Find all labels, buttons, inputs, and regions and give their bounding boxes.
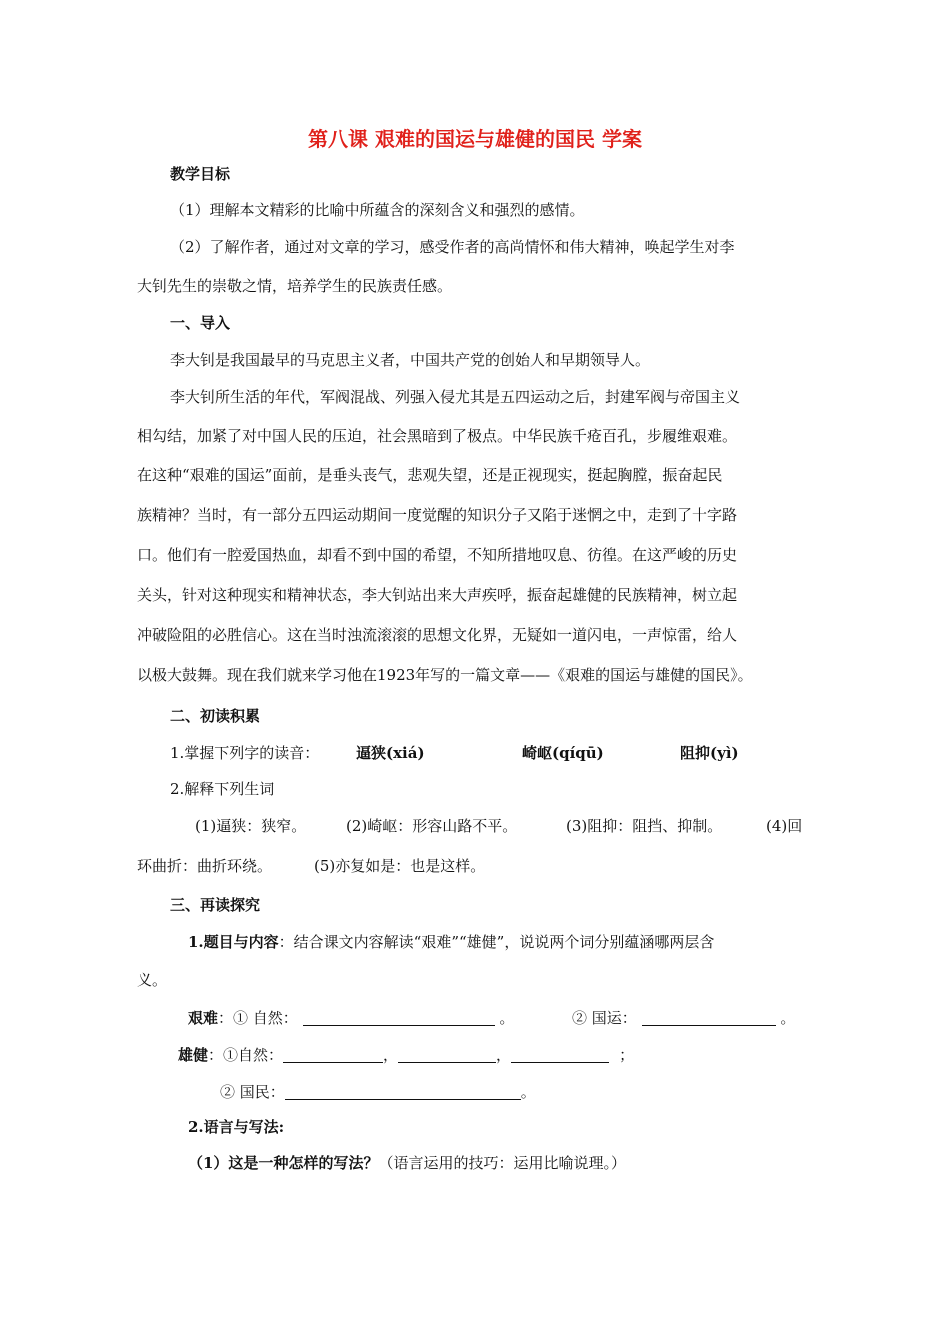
intro-line: 口。他们有一腔爱国热血，却看不到中国的希望，不知所措地叹息、彷徨。在这严峻的历史 [137,546,738,564]
question-1-text: ：结合课文内容解读“艰难”“雄健”，说说两个词分别蕴涵哪两层含 [278,933,715,951]
question-2: 2.语言与写法: [188,1118,285,1136]
xiongjian-people-label: ② 国民： [220,1083,285,1101]
vocab-item: (3)阻抑：阻挡、抑制。 [566,817,723,835]
jiannan-nature-blank[interactable] [303,1009,495,1026]
pronunciation-word: 逼狭(xiá) [356,744,425,762]
intro-line: 族精神？当时，有一部分五四运动期间一度觉醒的知识分子又陷于迷惘之中，走到了十字路 [137,506,738,524]
question-1-continued: 义。 [137,971,168,989]
pronunciation-label: 1.掌握下列字的读音： [170,744,320,762]
jiannan-row [188,1008,514,1028]
xiongjian-label: 雄健 [178,1046,209,1064]
question-2-1-label: （1）这是一种怎样的写法？ [188,1154,379,1172]
comma: ， [383,1046,399,1064]
reading-heading: 二、初读积累 [170,707,261,725]
intro-line: 关头，针对这种现实和精神状态，李大钊站出来大声疾呼，振奋起雄健的民族精神，树立起 [137,586,738,604]
vocab-item: (2)崎岖：形容山路不平。 [346,817,518,835]
question-1-label: 1.题目与内容 [188,933,279,951]
question-2-1-hint: （语言运用的技巧：运用比喻说理。） [378,1154,626,1172]
intro-line: 在这种“艰难的国运”面前，是垂头丧气，悲观失望，还是正视现实，挺起胸膛，振奋起民 [137,466,723,484]
jiannan-fate-label: ② 国运： [572,1009,637,1027]
intro-heading: 一、导入 [170,314,231,332]
xiongjian-nature-blank-2[interactable] [398,1046,496,1063]
pronunciation-word: 崎岖(qíqū) [522,744,604,762]
jiannan-fate-row [572,1008,795,1028]
xiongjian-nature-blank-1[interactable] [283,1046,383,1063]
intro-paragraph-1: 李大钊是我国最早的马克思主义者，中国共产党的创始人和早期领导人。 [170,351,651,369]
intro-line: 相勾结，加紧了对中国人民的压迫，社会黑暗到了极点。中华民族千疮百孔，步履维艰难。 [137,427,738,445]
xiongjian-nature-blank-3[interactable] [511,1046,609,1063]
objective-item-2-line-1: （2）了解作者，通过对文章的学习，感受作者的高尚情怀和伟大精神，唤起学生对李 [170,238,735,256]
vocab-item: (1)逼狭：狭窄。 [195,817,307,835]
period: 。 [520,1083,536,1101]
xiongjian-nature-label: ：①自然： [208,1046,284,1064]
xiongjian-people-blank[interactable] [285,1083,521,1100]
vocab-item: (4)回 [766,817,803,835]
vocab-item: (5)亦复如是：也是这样。 [314,857,486,875]
jiannan-label: 艰难 [188,1009,219,1027]
page-title: 第八课 艰难的国运与雄健的国民 学案 [308,127,642,151]
vocab-item: 环曲折：曲折环绕。 [137,857,273,875]
objectives-heading: 教学目标 [170,165,231,183]
period: 。 [780,1009,796,1027]
xiongjian-people-row [220,1082,536,1102]
jiannan-fate-blank[interactable] [642,1009,776,1026]
semicolon: ； [619,1046,635,1064]
period: 。 [499,1009,515,1027]
vocab-label: 2.解释下列生词 [170,780,275,798]
xiongjian-row [178,1045,634,1065]
intro-line: 以极大鼓舞。现在我们就来学习他在1923年写的一篇文章——《艰难的国运与雄健的国民》。 [137,666,753,684]
explore-heading: 三、再读探究 [170,896,261,914]
objective-item-2-line-2: 大钊先生的崇敬之情，培养学生的民族责任感。 [137,277,453,295]
question-2-1 [188,1153,626,1173]
intro-line: 冲破险阻的必胜信心。这在当时浊流滚滚的思想文化界，无疑如一道闪电，一声惊雷，给人 [137,626,738,644]
comma: ， [496,1046,512,1064]
pronunciation-word: 阻抑(yì) [680,744,739,762]
question-1 [188,932,714,952]
intro-line: 李大钊所生活的年代，军阀混战、列强入侵尤其是五四运动之后，封建军阀与帝国主义 [170,388,741,406]
jiannan-nature-label: ：① 自然： [218,1009,298,1027]
objective-item-1: （1）理解本文精彩的比喻中所蕴含的深刻含义和强烈的感情。 [170,201,585,219]
